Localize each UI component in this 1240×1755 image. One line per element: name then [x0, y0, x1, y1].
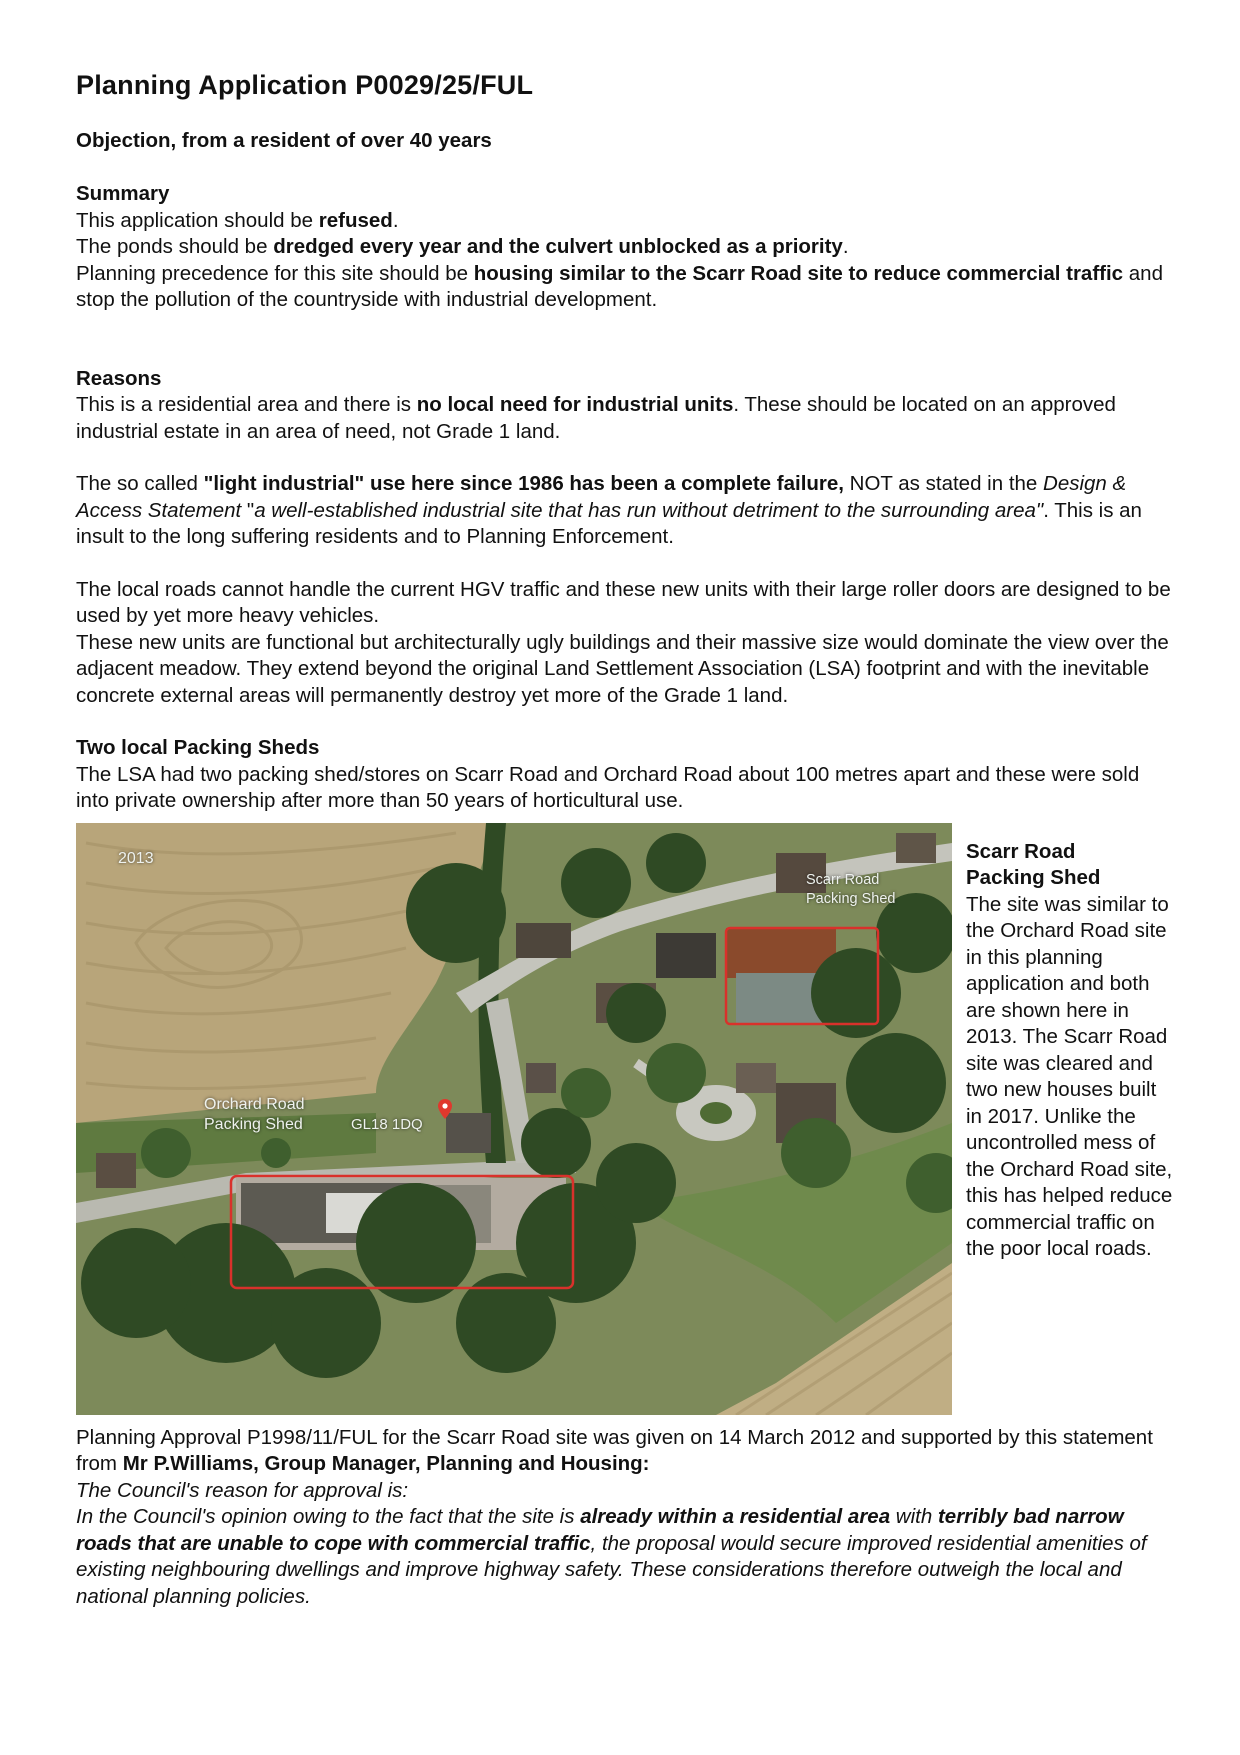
document-page	[76, 70, 1176, 1610]
map-postcode-label: GL18 1DQ	[351, 1115, 423, 1133]
summary-line-3: Planning precedence for this site should be housing similar to the Scarr Road site to reduce commercial traffic and stop the pollution of the countryside with industrial development.	[76, 261, 1163, 311]
sheds-heading: Two local Packing Sheds	[76, 736, 320, 759]
subtitle: Objection, from a resident of over 40 years	[76, 129, 492, 152]
reasons-paragraph-4: These new units are functional but architecturally ugly buildings and their massive size would dominate the view over the adjacent meadow. They extend beyond the original Land Settlement Association (LSA) footprint and with the inevitable concrete external areas will permanently destroy yet more of the Grade 1 land.	[76, 630, 1169, 707]
summary-line-1: This application should be refused.	[76, 208, 399, 232]
map-label-scarr: Scarr Road Packing Shed	[806, 871, 896, 907]
reasons-paragraph-3: The local roads cannot handle the current HGV traffic and these new units with their large roller doors are designed to be used by yet more heavy vehicles.	[76, 577, 1171, 627]
approval-line-2: The Council's reason for approval is:	[76, 1478, 409, 1502]
sidebar-heading: Scarr Road Packing Shed	[966, 839, 1101, 889]
map-label-orchard: Orchard Road Packing Shed	[204, 1095, 305, 1133]
sidebar-note	[966, 823, 1176, 1415]
figure-row	[76, 823, 1176, 1415]
aerial-photo	[76, 823, 952, 1415]
reasons-heading: Reasons	[76, 366, 162, 390]
summary-line-2: The ponds should be dredged every year and the culvert unblocked as a priority.	[76, 235, 849, 258]
approval-quote: In the Council's opinion owing to the fact that the site is already within a residential area with terribly bad narrow roads that are unable to cope with commercial traffic, the proposal would secure improved residential amenities of existing neighbouring dwellings and improve highway safety. These considerations therefore outweigh the local and national planning policies.	[76, 1505, 1147, 1608]
sidebar-text: The site was similar to the Orchard Road site in this planning application and both are shown here in 2013. The Scarr Road site was cleared and two new houses built in 2017. Unlike the uncontrolled mess of the Orchard Road site, this has helped reduce commercial traffic on the poor local roads.	[966, 892, 1173, 1260]
summary-heading: Summary	[76, 182, 170, 205]
map-year-label: 2013	[118, 849, 154, 867]
sheds-paragraph: The LSA had two packing shed/stores on Scarr Road and Orchard Road about 100 metres apart and these were sold into private ownership after more than 50 years of horticultural use.	[76, 762, 1140, 812]
page-title: Planning Application P0029/25/FUL	[76, 70, 534, 100]
approval-line-1: Planning Approval P1998/11/FUL for the Scarr Road site was given on 14 March 2012 and supported by this statement from Mr P.Williams, Group Manager, Planning and Housing:	[76, 1425, 1153, 1475]
map-pin-icon	[438, 1099, 452, 1119]
reasons-paragraph-2: The so called "light industrial" use here since 1986 has been a complete failure, NOT as stated in the Design & Access Statement "a well-established industrial site that has run without detriment to the surrounding area". This is an insult to the long suffering residents and to Planning Enforcement.	[76, 472, 1142, 548]
reasons-paragraph-1: This is a residential area and there is no local need for industrial units. These should be located on an approved industrial estate in an area of need, not Grade 1 land.	[76, 393, 1116, 443]
